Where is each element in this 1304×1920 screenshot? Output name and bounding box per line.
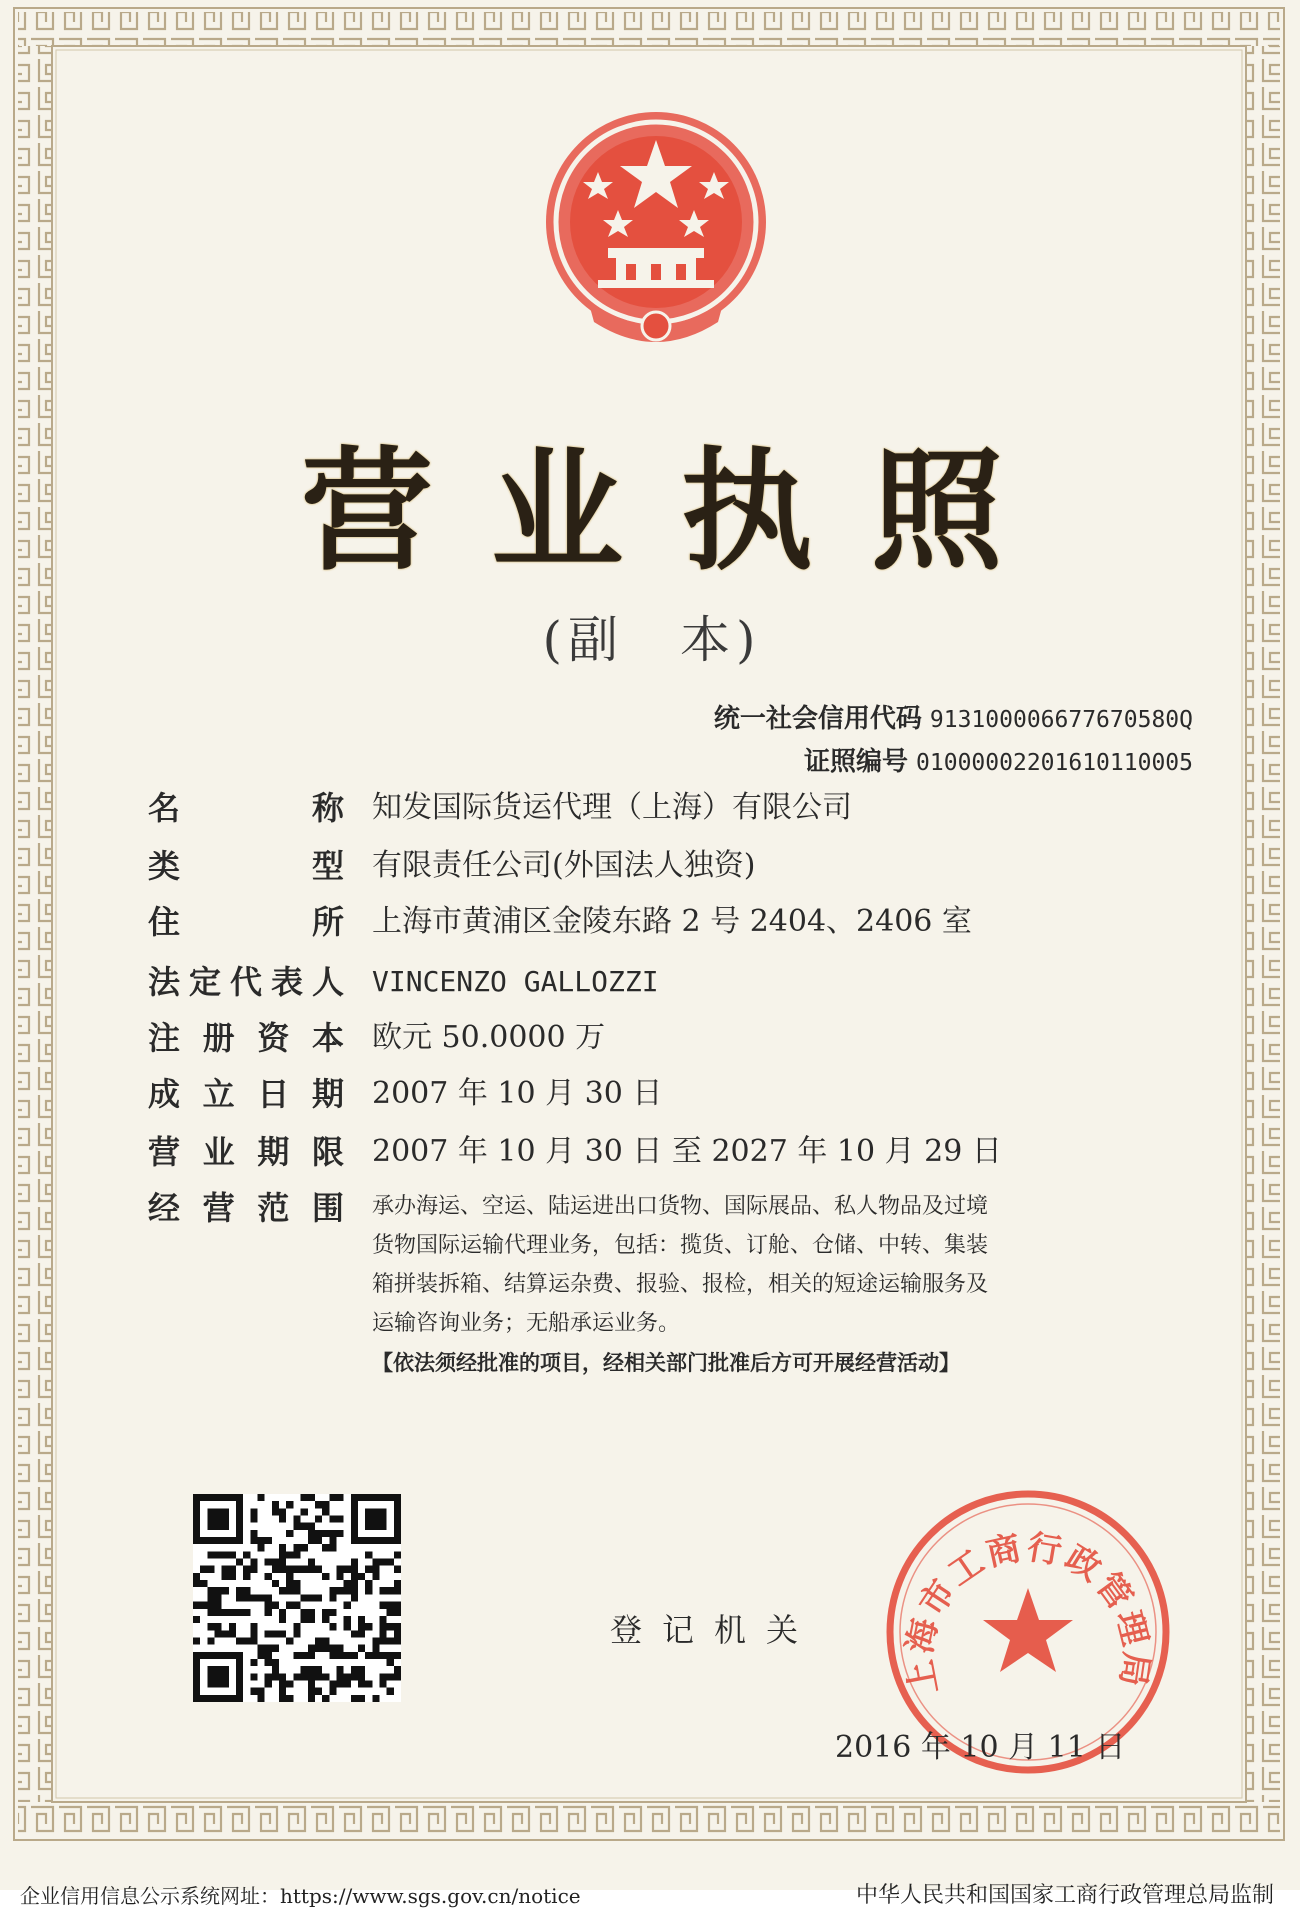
- field-type-label: 类 型: [148, 847, 344, 885]
- scope-line: 运输咨询业务；无船承运业务。: [372, 1311, 681, 1336]
- field-type-value: 有限责任公司(外国法人独资): [372, 848, 756, 883]
- registration-codes: [714, 697, 1193, 783]
- registration-authority-label: 登记机关: [610, 1611, 819, 1649]
- footer-supervisor-note: 中华人民共和国国家工商行政管理总局监制: [855, 1883, 1274, 1908]
- field-scope-label: 经 营 范 围: [148, 1189, 344, 1227]
- business-scope: [372, 1187, 1072, 1343]
- field-established-value: 2007 年 10 月 30 日: [372, 1076, 663, 1111]
- qr-code-icon: [193, 1494, 401, 1702]
- document-subtitle: (副 本): [542, 611, 762, 669]
- field-legal-rep-value: VINCENZO GALLOZZI: [372, 965, 659, 998]
- scope-note: 【依法须经批准的项目，经相关部门批准后方可开展经营活动】: [372, 1350, 960, 1375]
- license-number-label: 证照编号: [804, 747, 909, 777]
- field-address-value: 上海市黄浦区金陵东路 2 号 2404、2406 室: [372, 904, 972, 939]
- scope-line: 货物国际运输代理业务，包括：揽货、订舱、仓储、中转、集装: [372, 1233, 989, 1258]
- field-term-value: 2007 年 10 月 30 日 至 2027 年 10 月 29 日: [372, 1134, 1002, 1169]
- field-established-label: 成 立 日 期: [148, 1075, 344, 1113]
- field-address-label: 住 所: [148, 903, 344, 941]
- credit-code-row: [714, 697, 1193, 740]
- field-capital-label: 注 册 资 本: [148, 1019, 344, 1057]
- field-legal-rep-label: 法 定 代 表 人: [148, 963, 344, 1001]
- license-number-value: 01000002201610110005: [916, 750, 1193, 776]
- scope-line: 承办海运、空运、陆运进出口货物、国际展品、私人物品及过境: [372, 1194, 989, 1219]
- field-name-value: 知发国际货运代理（上海）有限公司: [372, 790, 852, 825]
- credit-code-value: 913100006677670580Q: [929, 707, 1193, 733]
- national-emblem-icon: [528, 100, 784, 366]
- footer-website-note: 企业信用信息公示系统网址：https://www.sgs.gov.cn/notice: [20, 1884, 581, 1908]
- license-number-row: [714, 740, 1193, 783]
- field-capital-value: 欧元 50.0000 万: [372, 1020, 606, 1055]
- credit-code-label: 统一社会信用代码: [713, 704, 922, 734]
- field-term-label: 营 业 期 限: [148, 1133, 344, 1171]
- scope-line: 箱拼装拆箱、结算运杂费、报验、报检，相关的短途运输服务及: [372, 1272, 989, 1297]
- issue-date: 2016 年 10 月 11 日: [835, 1730, 1126, 1765]
- field-name-label: 名 称: [148, 789, 344, 827]
- document-title: 营业执照: [301, 435, 1061, 589]
- svg-text:上海市工商行政管理局: 上海市工商行政管理局: [899, 1527, 1157, 1698]
